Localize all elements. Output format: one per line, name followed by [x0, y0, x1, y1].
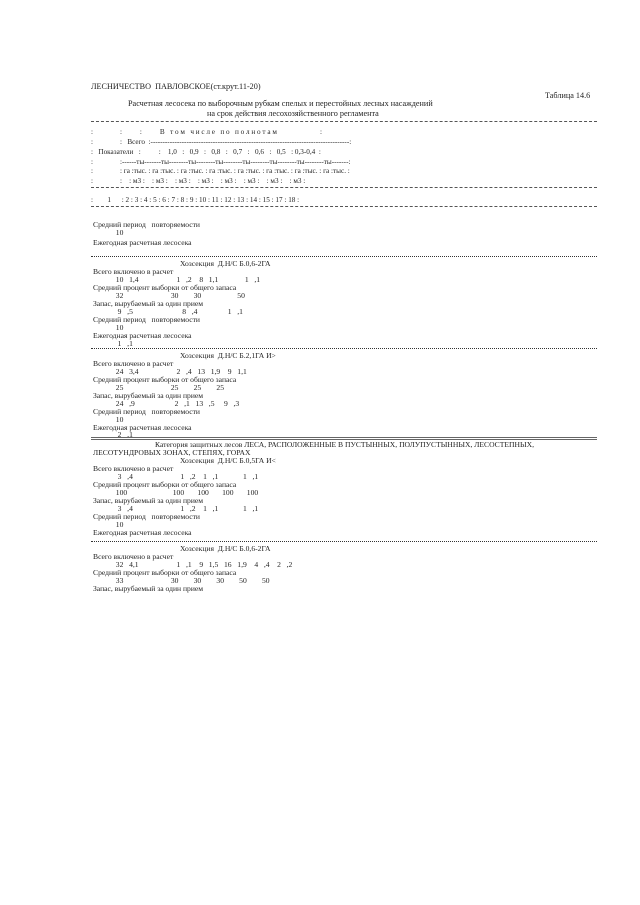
head-mid-rule [91, 187, 597, 188]
block-1-line-0: Всего включено в расчет [93, 267, 174, 276]
table-head-row-2: : : Всего :-----------------------------------------------------------------------------------: [91, 138, 352, 146]
table-head-row-5: : : га :тыс. : га :тыс. : га :тыс. : га :тыс. : га :тыс. : га :тыс. : га :тыс. : га :тыс. : [91, 167, 350, 175]
subtitle-line-1: Расчетная лесосека по выборочным рубкам спелых и перестойных лесных насаждений [128, 99, 433, 108]
section-2-title: Хозсекция Д.Н/С Б.2,1ГА И> [180, 351, 276, 360]
table-head-row-6: : : : м3 : : м3 : : м3 : : м3 : : м3 : : м3 : : м3 : : м3 : [91, 177, 306, 185]
block-4-line-2: Средний процент выборки от общего запаса [93, 568, 237, 577]
block-0-line-2: Ежегодная расчетная лесосека [93, 238, 192, 247]
block-1-line-9: 1 ,1 [93, 339, 133, 348]
section-3-title: Хозсекция Д.Н/С Б.0,5ГА И< [180, 456, 276, 465]
block-2-line-3: 25 25 25 25 [93, 383, 224, 392]
block-4-line-3: 33 30 30 30 50 50 [93, 576, 270, 585]
block-3-line-6: Средний период повторяемости [93, 512, 200, 521]
block-2-line-2: Средний процент выборки от общего запаса [93, 375, 237, 384]
block-2-line-8: Ежегодная расчетная лесосека [93, 423, 192, 432]
block-0-line-1: 10 [93, 228, 124, 237]
table-head-row-1: : : : В т о м ч и с л е п о п о л н о т а м : [91, 128, 323, 136]
table-head-row-4: : :------ты-------ты--------ты--------ты--------ты--------ты--------ты--------ты-------: [91, 158, 351, 166]
block-3-line-4: Запас, вырубаемый за один прием [93, 496, 204, 505]
block-4-line-1: 32 4,1 1 ,1 9 1,5 16 1,9 4 ,4 2 ,2 [93, 560, 293, 569]
category-line-2: ЛЕСОТУНДРОВЫХ ЗОНАХ, СТЕПЯХ, ГОРАХ [93, 448, 251, 457]
block-3-line-1: 3 ,4 1 ,2 1 ,1 1 ,1 [93, 472, 259, 481]
block-2-line-6: Средний период повторяемости [93, 407, 200, 416]
block-3-line-0: Всего включено в расчет [93, 464, 174, 473]
section-2-rule [91, 348, 597, 349]
block-3-line-7: 10 [93, 520, 124, 529]
block-2-line-9: 2 ,1 [93, 430, 133, 439]
block-1-line-1: 10 1,4 1 ,2 8 1,1 1 ,1 [93, 275, 261, 284]
block-1-line-4: Запас, вырубаемый за один прием [93, 299, 204, 308]
subtitle-line-2: на срок действия лесохозяйственного регламента [207, 109, 379, 118]
block-3-line-2: Средний процент выборки от общего запаса [93, 480, 237, 489]
block-1-line-5: 9 ,5 8 ,4 1 ,1 [93, 307, 243, 316]
column-numbers-row: : 1 : 2 : 3 : 4 : 5 : 6 : 7 : 8 : 9 : 10 : 11 : 12 : 13 : 14 : 15 : 17 : 18 : [91, 196, 300, 204]
section-4-rule [91, 541, 597, 542]
block-0-line-0: Средний период повторяемости [93, 220, 200, 229]
section-1-rule [91, 256, 597, 257]
block-2-line-4: Запас, вырубаемый за один прием [93, 391, 204, 400]
head-bottom-rule [91, 206, 597, 207]
block-1-line-8: Ежегодная расчетная лесосека [93, 331, 192, 340]
block-1-line-7: 10 [93, 323, 124, 332]
table-top-rule [91, 121, 597, 122]
section-1-title: Хозсекция Д.Н/С Б.0,6-2ГА [180, 259, 271, 268]
block-2-line-1: 24 3,4 2 ,4 13 1,9 9 1,1 [93, 367, 247, 376]
block-3-line-8: Ежегодная расчетная лесосека [93, 528, 192, 537]
section-4-title: Хозсекция Д.Н/С Б.0,6-2ГА [180, 544, 271, 553]
table-head-row-3: : Показатели : : 1,0 : 0,9 : 0,8 : 0,7 : 0,6 : 0,5 : 0,3-0,4 : [91, 148, 321, 156]
block-3-line-3: 100 100 100 100 100 [93, 488, 259, 497]
category-line-1: Категория защитных лесов ЛЕСА, РАСПОЛОЖЕННЫЕ В ПУСТЫННЫХ, ПОЛУПУСТЫННЫХ, ЛЕСОСТЕПНЫХ, [155, 440, 534, 449]
block-3-line-5: 3 ,4 1 ,2 1 ,1 1 ,1 [93, 504, 259, 513]
table-number: Таблица 14.6 [545, 91, 591, 100]
block-1-line-3: 32 30 30 50 [93, 291, 245, 300]
block-2-line-7: 10 [93, 415, 124, 424]
block-1-line-6: Средний период повторяемости [93, 315, 200, 324]
block-4-line-4: Запас, вырубаемый за один прием [93, 584, 204, 593]
block-4-line-0: Всего включено в расчет [93, 552, 174, 561]
forestry-title: ЛЕСНИЧЕСТВО ПАВЛОВСКОЕ(ст.крут.11-20) [91, 82, 261, 91]
block-2-line-5: 24 ,9 2 ,1 13 ,5 9 ,3 [93, 399, 240, 408]
block-2-line-0: Всего включено в расчет [93, 359, 174, 368]
block-1-line-2: Средний процент выборки от общего запаса [93, 283, 237, 292]
